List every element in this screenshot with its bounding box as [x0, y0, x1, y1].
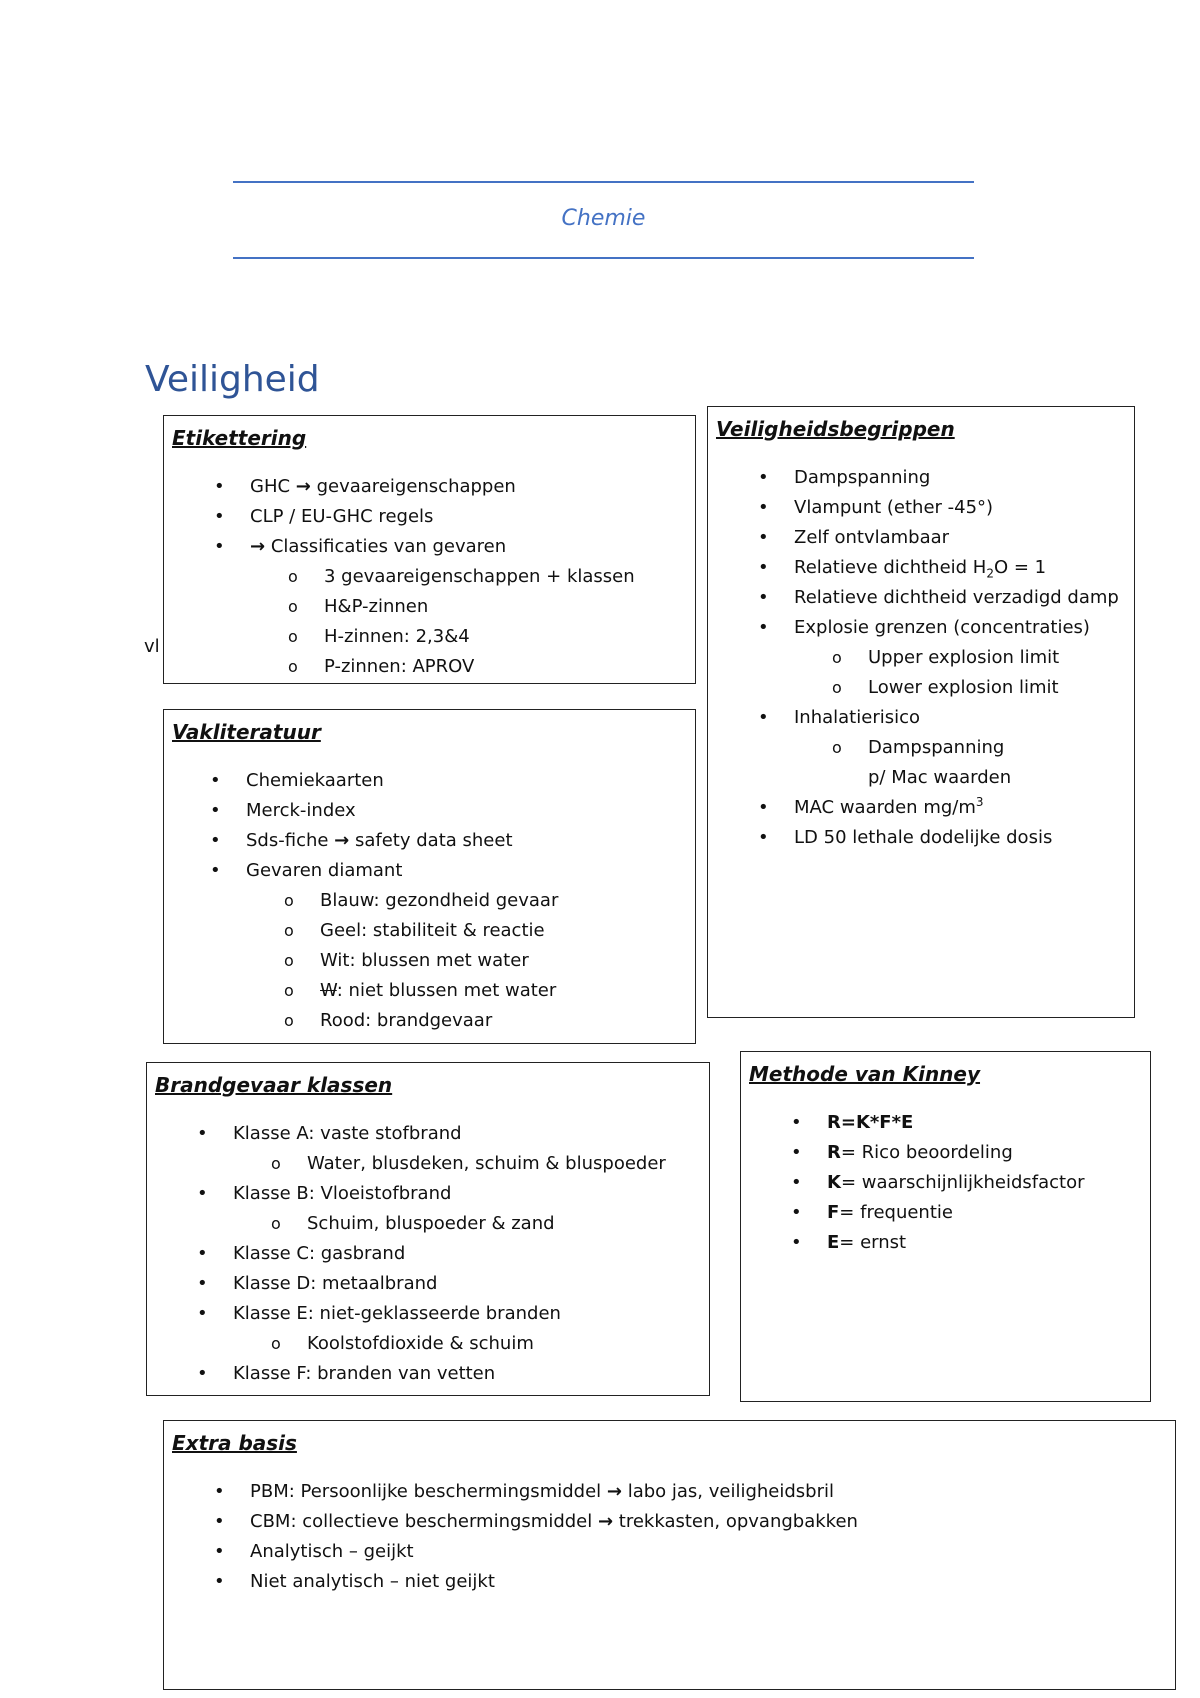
stray-text: vl [144, 636, 160, 657]
item-text: Klasse B: Vloeistofbrand [233, 1183, 452, 1204]
superscript: 3 [975, 795, 984, 809]
item-text: Rood: brandgevaar [320, 1010, 493, 1031]
item-text: Niet analytisch – niet geijkt [250, 1571, 495, 1592]
item-strike-text: W [320, 980, 337, 1001]
brandgevaar-box [146, 1062, 710, 1396]
item-text: O = 1 [993, 557, 1047, 578]
item-text: Explosie grenzen (concentraties) [794, 617, 1090, 638]
kinney-box [740, 1051, 1151, 1402]
list-item [708, 613, 1090, 643]
list-item [160, 946, 695, 976]
list-item [160, 826, 695, 856]
header-rule-top [233, 181, 974, 183]
item-bold-text: R [827, 1142, 841, 1163]
item-text: GHC [250, 476, 296, 497]
item-text: Relatieve dichtheid verzadigd damp [794, 587, 1119, 608]
list-item [708, 793, 1014, 823]
vakliteratuur-box [163, 709, 696, 1044]
list-item [164, 532, 695, 562]
item-text: LD 50 lethale dodelijke dosis [794, 827, 1053, 848]
item-text: Dampspanning [794, 467, 931, 488]
list-item [708, 673, 1059, 703]
list-item [741, 1168, 1150, 1198]
list-item [741, 1108, 1150, 1138]
arrow-right-icon: → [250, 536, 266, 557]
item-text: Water, blusdeken, schuim & bluspoeder [307, 1153, 666, 1174]
list-item [160, 916, 695, 946]
item-text: Klasse F: branden van vetten [233, 1363, 496, 1384]
list-item [147, 1329, 709, 1359]
item-text: 3 gevaareigenschappen + klassen [324, 566, 635, 587]
list-item [164, 1537, 1175, 1567]
list-item [147, 1119, 709, 1149]
item-text: Geel: stabiliteit & reactie [320, 920, 545, 941]
item-text: Klasse C: gasbrand [233, 1243, 406, 1264]
box-title: Etikettering [172, 426, 307, 450]
list-item [708, 823, 1053, 853]
item-text: Klasse E: niet-geklasseerde branden [233, 1303, 561, 1324]
header-rule-bottom [233, 257, 974, 259]
item-text: Sds-fiche [246, 830, 335, 851]
item-text: Zelf ontvlambaar [794, 527, 950, 548]
item-text: Lower explosion limit [868, 677, 1059, 698]
item-text: Schuim, bluspoeder & zand [307, 1213, 555, 1234]
item-text: Upper explosion limit [868, 647, 1060, 668]
item-text: Inhalatierisico [794, 707, 921, 728]
list-item [147, 1149, 709, 1179]
item-text: = frequentie [839, 1202, 953, 1223]
item-text: CBM: collectieve beschermingsmiddel [250, 1511, 598, 1532]
list-item [164, 1507, 1175, 1537]
item-text: MAC waarden mg/m [794, 797, 976, 818]
section-heading: Veiligheid [145, 359, 320, 400]
list-item [741, 1138, 1150, 1168]
item-text: gevaareigenschappen [310, 476, 516, 497]
list-item [708, 583, 1119, 613]
box-title: Veiligheidsbegrippen [716, 417, 955, 441]
list-item [147, 1299, 709, 1329]
box-title: Methode van Kinney [749, 1062, 981, 1086]
item-text: : niet blussen met water [336, 980, 557, 1001]
bullet-list [741, 1108, 1150, 1258]
list-item [708, 553, 1047, 583]
bullet-list [147, 1119, 709, 1389]
list-item [708, 643, 1060, 673]
item-text: Merck-index [246, 800, 356, 821]
list-item [164, 1567, 1175, 1597]
list-item [741, 1198, 1150, 1228]
list-item [160, 976, 695, 1006]
bullet-list [164, 1477, 1175, 1597]
bullet-list [164, 472, 695, 682]
list-item [160, 886, 695, 916]
item-bold-text: R=K*F*E [827, 1112, 914, 1133]
extra-basis-box [163, 1420, 1176, 1690]
item-bold-text: E [827, 1232, 840, 1253]
list-item [147, 1269, 709, 1299]
list-item [147, 1179, 709, 1209]
list-item [164, 652, 695, 682]
arrow-right-icon: → [334, 830, 350, 851]
list-item [164, 592, 695, 622]
arrow-right-icon: → [606, 1481, 622, 1502]
list-item [708, 463, 1014, 493]
item-text: = ernst [839, 1232, 907, 1253]
item-text: Vlampunt (ether -45°) [794, 497, 994, 518]
item-text: PBM: Persoonlijke beschermingsmiddel [250, 1481, 607, 1502]
item-text: Dampspanning p/ Mac waarden [868, 737, 1012, 788]
item-text: Wit: blussen met water [320, 950, 529, 971]
list-item [708, 493, 1014, 523]
list-item [164, 562, 695, 592]
item-text: H-zinnen: 2,3&4 [324, 626, 470, 647]
arrow-right-icon: → [295, 476, 311, 497]
list-item [147, 1239, 709, 1269]
item-text: labo jas, veiligheidsbril [621, 1481, 835, 1502]
bullet-list [160, 766, 695, 1036]
list-item [160, 796, 695, 826]
list-item [164, 472, 695, 502]
item-bold-text: K [827, 1172, 841, 1193]
list-item [708, 523, 1014, 553]
document-header-title: Chemie [561, 206, 646, 231]
list-item [164, 622, 695, 652]
list-item [147, 1359, 709, 1389]
item-text: safety data sheet [349, 830, 513, 851]
item-text: Analytisch – geijkt [250, 1541, 414, 1562]
list-item [160, 856, 695, 886]
veiligheidsbegrippen-box [707, 406, 1135, 1018]
box-title: Brandgevaar klassen [155, 1073, 393, 1097]
item-text: trekkasten, opvangbakken [613, 1511, 858, 1532]
list-item [708, 703, 1014, 733]
list-item [164, 1477, 1175, 1507]
item-text: Gevaren diamant [246, 860, 403, 881]
list-item [160, 1006, 695, 1036]
arrow-right-icon: → [597, 1511, 614, 1532]
box-title: Extra basis [172, 1431, 297, 1455]
subscript: 2 [986, 566, 994, 581]
item-text: Klasse D: metaalbrand [233, 1273, 438, 1294]
item-text: CLP / EU-GHC regels [250, 506, 434, 527]
item-text: = waarschijnlijkheidsfactor [840, 1172, 1085, 1193]
list-item [147, 1209, 709, 1239]
etikettering-box [163, 415, 696, 684]
item-text: H&P-zinnen [324, 596, 429, 617]
item-text: P-zinnen: APROV [324, 656, 475, 677]
item-bold-text: F [827, 1202, 840, 1223]
item-text: = Rico beoordeling [840, 1142, 1013, 1163]
item-text: Klasse A: vaste stofbrand [233, 1123, 462, 1144]
item-text: Classificaties van gevaren [265, 536, 507, 557]
item-text: Chemiekaarten [246, 770, 384, 791]
item-text: Relatieve dichtheid H [794, 557, 987, 578]
list-item [708, 733, 1014, 793]
bullet-list [708, 463, 1119, 853]
box-title: Vakliteratuur [172, 720, 321, 744]
item-text: Blauw: gezondheid gevaar [320, 890, 559, 911]
list-item [160, 766, 695, 796]
item-text: Koolstofdioxide & schuim [307, 1333, 534, 1354]
list-item [741, 1228, 1150, 1258]
list-item [164, 502, 695, 532]
